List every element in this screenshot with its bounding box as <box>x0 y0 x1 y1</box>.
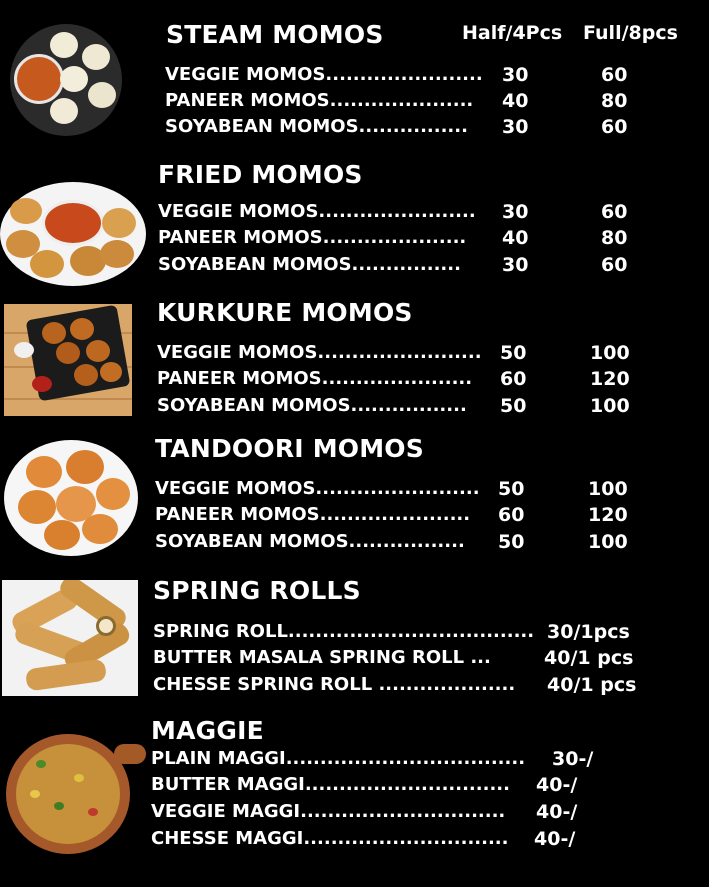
menu-item-full-price: 100 <box>588 531 628 553</box>
menu-item-name: VEGGIE MOMOS....................... <box>158 201 476 222</box>
menu-item-name: SOYABEAN MOMOS................. <box>157 395 467 416</box>
menu-item-name: VEGGIE MOMOS....................... <box>165 64 483 85</box>
steam-momos-photo <box>10 24 122 136</box>
menu-item-full-price: 120 <box>588 504 628 526</box>
menu-item-full-price: 60 <box>601 254 628 276</box>
fried-momos-photo <box>0 178 148 288</box>
spring-rolls-photo <box>2 580 138 696</box>
menu-item-name: PANEER MOMOS..................... <box>165 90 474 111</box>
menu-item-half-price: 60 <box>498 504 525 526</box>
section-title-kurkure-momos: KURKURE MOMOS <box>157 298 413 327</box>
menu-item-full-price: 100 <box>588 478 628 500</box>
column-header-half: Half/4Pcs <box>462 22 563 44</box>
menu-item-full-price: 100 <box>590 395 630 417</box>
menu-item-name: CHESSE MAGGI.............................. <box>151 828 509 849</box>
menu-item-half-price: 30 <box>502 116 529 138</box>
menu-item-name: PANEER MOMOS..................... <box>158 227 467 248</box>
column-header-full: Full/8pcs <box>583 22 678 44</box>
section-title-spring-rolls: SPRING ROLLS <box>153 576 361 605</box>
menu-item-price: 40/1 pcs <box>547 674 637 696</box>
menu-item-half-price: 30 <box>502 64 529 86</box>
kurkure-momos-photo <box>4 304 132 416</box>
menu-item-half-price: 40 <box>502 227 529 249</box>
menu-item-half-price: 50 <box>500 395 527 417</box>
menu-item-half-price: 30 <box>502 254 529 276</box>
menu-item-half-price: 40 <box>502 90 529 112</box>
menu-item-name: VEGGIE MOMOS........................ <box>157 342 482 363</box>
menu-item-price: 30-/ <box>552 748 594 770</box>
menu-item-name: VEGGIE MAGGI.............................. <box>151 801 506 822</box>
tandoori-momos-photo <box>4 440 140 558</box>
menu-item-full-price: 100 <box>590 342 630 364</box>
menu-item-half-price: 50 <box>500 342 527 364</box>
menu-item-full-price: 80 <box>601 227 628 249</box>
menu-item-price: 40/1 pcs <box>544 647 634 669</box>
menu-item-name: PANEER MOMOS...................... <box>157 368 473 389</box>
menu-item-name: PLAIN MAGGI................................... <box>151 748 526 769</box>
menu-item-full-price: 80 <box>601 90 628 112</box>
menu-item-half-price: 50 <box>498 478 525 500</box>
menu-item-name: BUTTER MAGGI.............................. <box>151 774 510 795</box>
section-title-maggie: MAGGIE <box>151 716 264 745</box>
section-title-fried-momos: FRIED MOMOS <box>158 160 363 189</box>
menu-item-price: 30/1pcs <box>547 621 630 643</box>
menu-item-full-price: 120 <box>590 368 630 390</box>
menu-item-full-price: 60 <box>601 116 628 138</box>
section-title-steam-momos: STEAM MOMOS <box>166 20 384 49</box>
menu-item-name: BUTTER MASALA SPRING ROLL ... <box>153 647 491 668</box>
menu-item-name: CHESSE SPRING ROLL .................... <box>153 674 516 695</box>
menu-item-name: VEGGIE MOMOS........................ <box>155 478 480 499</box>
menu-item-name: SPRING ROLL.................................... <box>153 621 535 642</box>
menu-item-price: 40-/ <box>536 774 578 796</box>
menu-item-name: PANEER MOMOS...................... <box>155 504 471 525</box>
menu-item-half-price: 60 <box>500 368 527 390</box>
menu-item-price: 40-/ <box>534 828 576 850</box>
menu-item-half-price: 30 <box>502 201 529 223</box>
menu-item-full-price: 60 <box>601 201 628 223</box>
menu-item-price: 40-/ <box>536 801 578 823</box>
menu-item-name: SOYABEAN MOMOS................ <box>158 254 461 275</box>
section-title-tandoori-momos: TANDOORI MOMOS <box>155 434 424 463</box>
menu-item-name: SOYABEAN MOMOS................. <box>155 531 465 552</box>
menu-item-name: SOYABEAN MOMOS................ <box>165 116 468 137</box>
menu-item-full-price: 60 <box>601 64 628 86</box>
menu-item-half-price: 50 <box>498 531 525 553</box>
maggie-photo <box>6 730 146 856</box>
